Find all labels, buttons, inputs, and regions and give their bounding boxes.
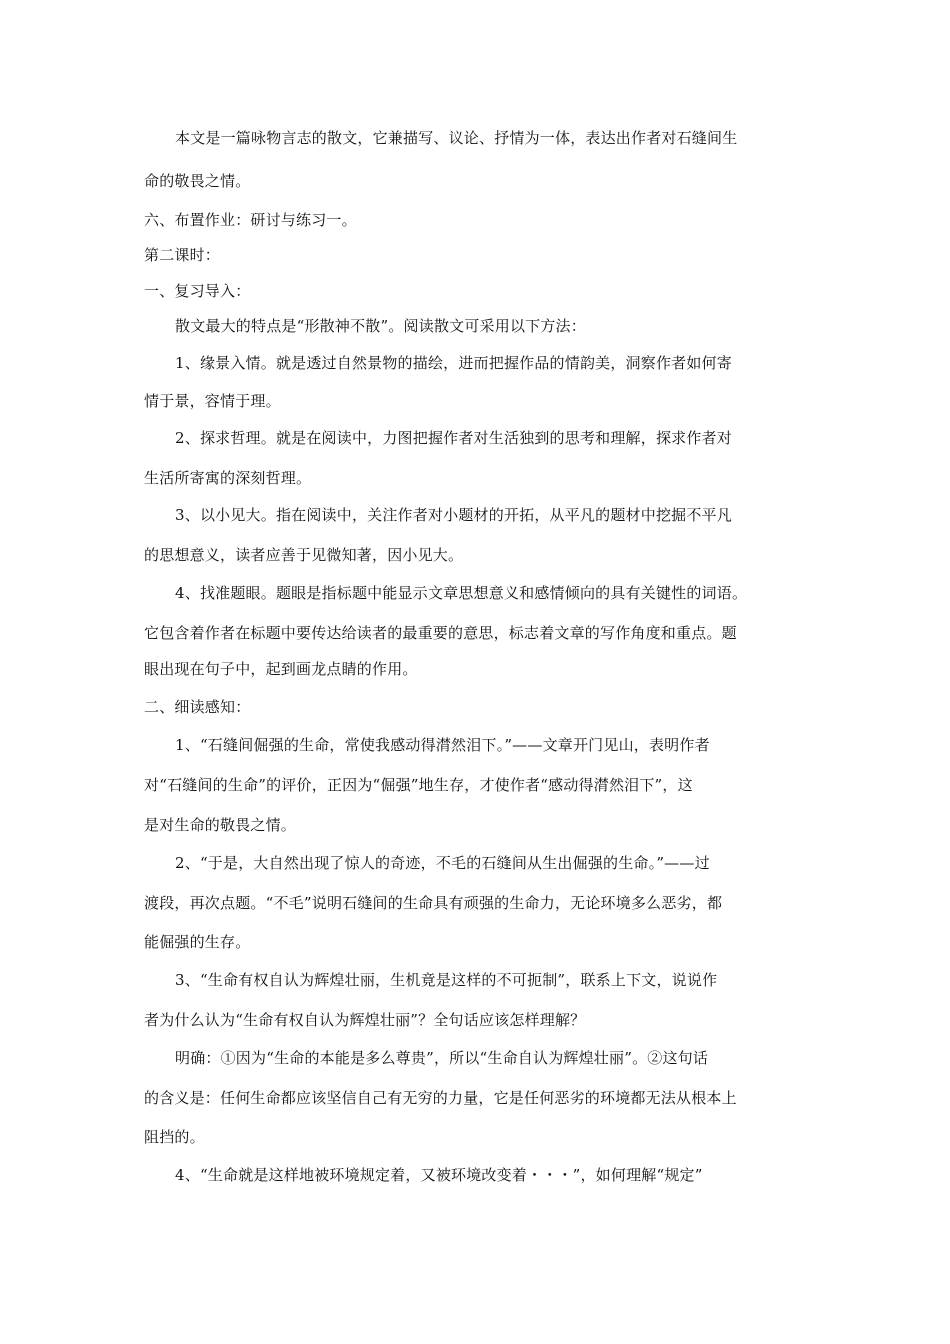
list-item-line: 生活所寄寓的深刻哲理。 xyxy=(144,469,312,487)
list-item-line: 的思想意义，读者应善于见微知著，因小见大。 xyxy=(144,546,464,564)
paragraph-line: 本文是一篇咏物言志的散文，它兼描写、议论、抒情为一体，表达出作者对石缝间生 xyxy=(175,129,738,147)
answer-line: 的含义是：任何生命都应该坚信自己有无穷的力量，它是任何恶劣的环境都无法从根本上 xyxy=(144,1089,737,1107)
list-item-line: 者为什么认为“生命有权自认为辉煌壮丽”？全句话应该怎样理解？ xyxy=(144,1011,586,1029)
list-item-line: 4、找准题眼。题眼是指标题中能显示文章思想意义和感情倾向的具有关键性的词语。 xyxy=(175,584,748,602)
list-item-line: 1、“石缝间倔强的生命，常使我感动得潸然泪下。”——文章开门见山，表明作者 xyxy=(175,736,710,754)
answer-line: 阻挡的。 xyxy=(144,1128,205,1146)
section-heading: 二、细读感知： xyxy=(144,698,251,716)
list-item-line: 2、“于是，大自然出现了惊人的奇迹，不毛的石缝间从生出倔强的生命。”——过 xyxy=(175,854,710,872)
list-item-line: 对“石缝间的生命”的评价，正因为“倔强”地生存，才使作者“感动得潸然泪下”，这 xyxy=(144,776,693,794)
list-item-line: 3、以小见大。指在阅读中，关注作者对小题材的开拓，从平凡的题材中挖掘不平凡 xyxy=(175,506,732,524)
list-item-line: 是对生命的敬畏之情。 xyxy=(144,816,297,834)
section-heading: 六、布置作业：研讨与练习一。 xyxy=(144,211,357,229)
list-item-line: 2、探求哲理。就是在阅读中，力图把握作者对生活独到的思考和理解，探求作者对 xyxy=(175,429,732,447)
list-item-line: 能倔强的生存。 xyxy=(144,933,251,951)
lesson-heading: 第二课时： xyxy=(144,246,221,264)
list-item-line: 3、“生命有权自认为辉煌壮丽，生机竟是这样的不可扼制”，联系上下文，说说作 xyxy=(175,971,718,989)
list-item-line: 眼出现在句子中，起到画龙点睛的作用。 xyxy=(144,660,418,678)
section-heading: 一、复习导入： xyxy=(144,282,251,300)
list-item-line: 它包含着作者在标题中要传达给读者的最重要的意思，标志着文章的写作角度和重点。题 xyxy=(144,624,737,642)
paragraph-line: 散文最大的特点是“形散神不散”。阅读散文可采用以下方法： xyxy=(175,317,586,335)
list-item-line: 渡段，再次点题。“不毛”说明石缝间的生命具有顽强的生命力，无论环境多么恶劣，都 xyxy=(144,894,723,912)
list-item-line: 4、“生命就是这样地被环境规定着，又被环境改变着・・・”，如何理解“规定” xyxy=(175,1166,703,1184)
paragraph-line: 命的敬畏之情。 xyxy=(144,172,251,190)
list-item-line: 1、缘景入情。就是透过自然景物的描绘，进而把握作品的情韵美，洞察作者如何寄 xyxy=(175,354,732,372)
answer-line: 明确：①因为“生命的本能是多么尊贵”，所以“生命自认为辉煌壮丽”。②这句话 xyxy=(175,1049,709,1067)
list-item-line: 情于景，容情于理。 xyxy=(144,392,281,410)
